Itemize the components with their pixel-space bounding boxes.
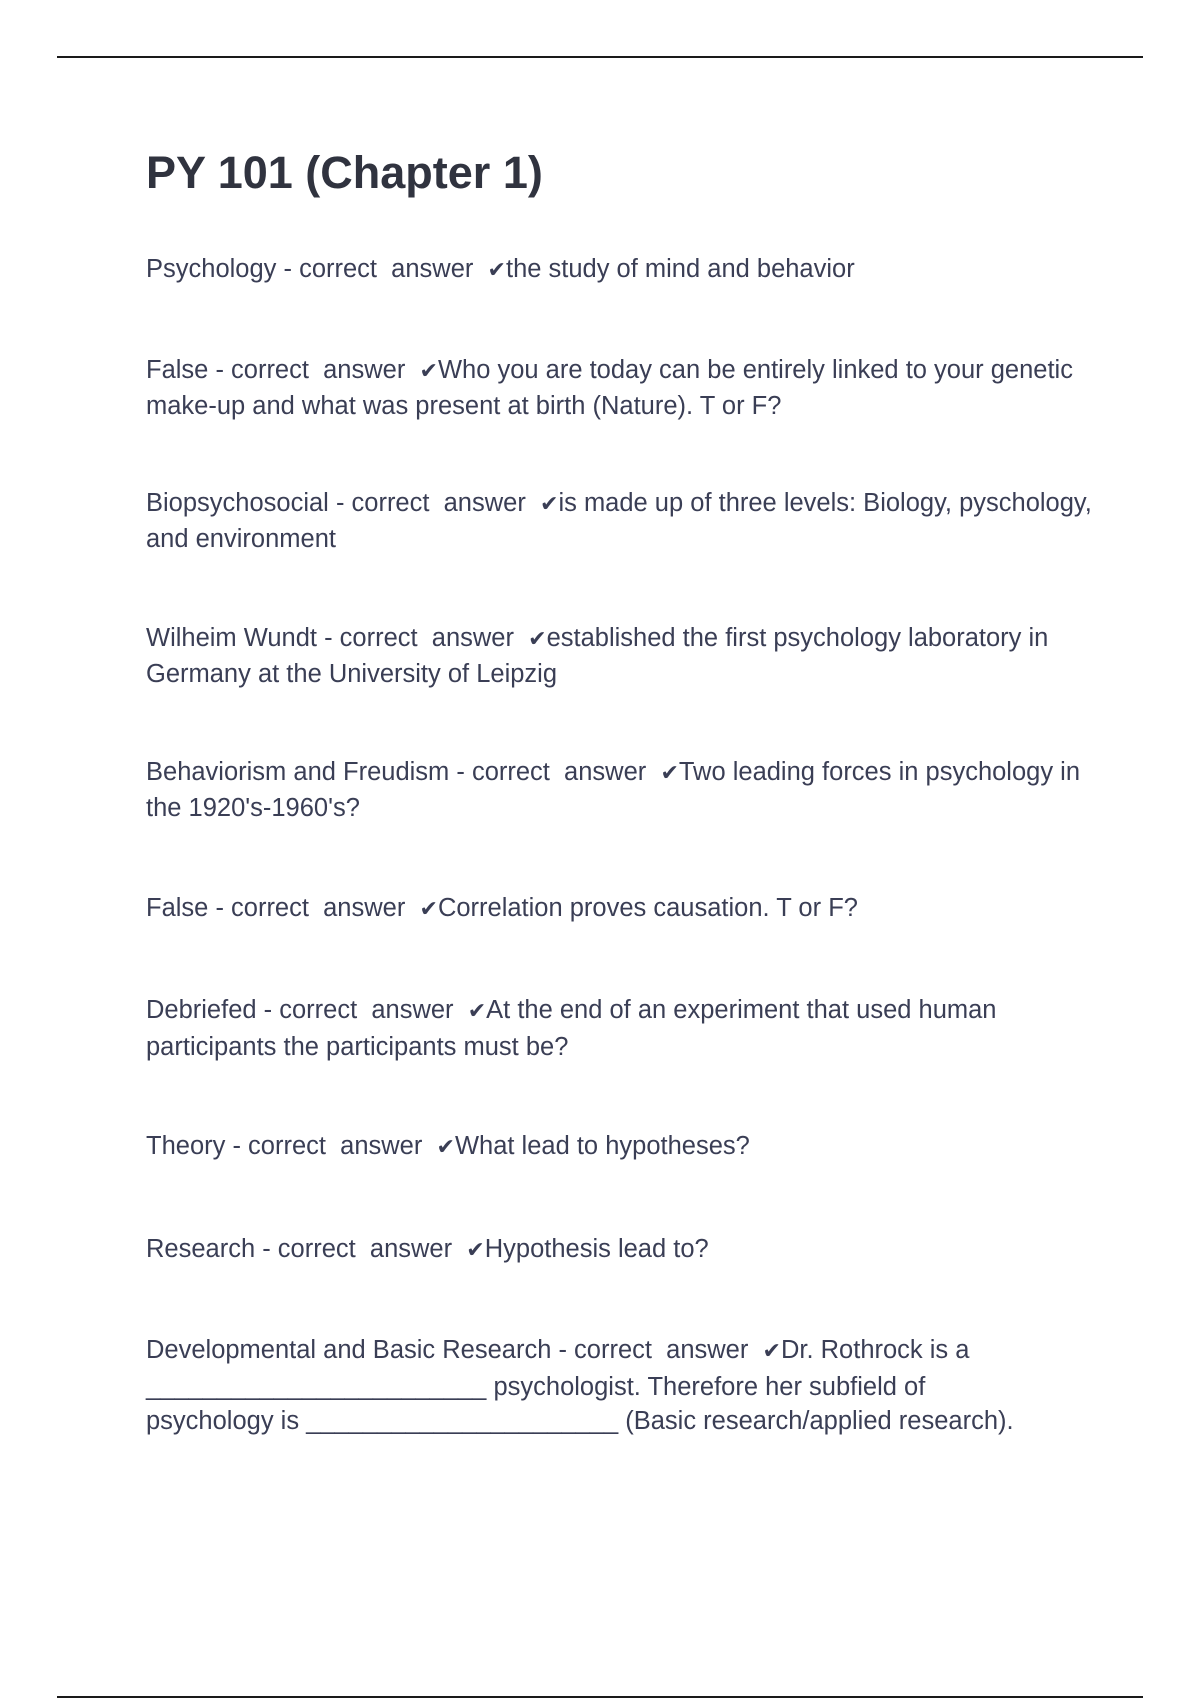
flashcard-item: [146, 1333, 1046, 1439]
answer-text: Hypothesis lead to?: [484, 1234, 709, 1263]
answer-text: Correlation proves causation. T or F?: [437, 893, 858, 922]
top-rule: [57, 56, 1143, 58]
answer-text: Dr. Rothrock is a ________________________ psychologist. Therefore her subfield of psychology is ______________________ (Basic research/applied research).: [146, 1336, 1014, 1435]
answer-text: Who you are today can be entirely linked to your genetic make-up and what was present at birth (Nature). T or F?: [146, 355, 1081, 420]
answer-text: established the first psychology laboratory in Germany at the University of Leipzig: [146, 623, 1056, 688]
check-icon: ✔: [660, 760, 679, 786]
term-text: Research: [146, 1234, 256, 1263]
flashcard-list: [146, 252, 1099, 1439]
correct-answer-label: - correct answer: [276, 255, 488, 283]
answer-text: At the end of an experiment that used human participants the participants must be?: [146, 996, 1004, 1061]
correct-answer-label: - correct answer: [255, 1234, 467, 1263]
correct-answer-label: - correct answer: [551, 1336, 763, 1364]
flashcard-item: [146, 755, 1096, 826]
term-text: False: [146, 893, 209, 922]
check-icon: ✔: [540, 491, 559, 517]
term-text: Developmental and Basic Research: [146, 1336, 552, 1364]
check-icon: ✔: [436, 1135, 455, 1160]
flashcard-item: [146, 252, 1096, 289]
check-icon: ✔: [419, 896, 438, 922]
check-icon: ✔: [467, 999, 487, 1024]
term-text: Theory: [146, 1132, 226, 1160]
check-icon: ✔: [466, 1237, 485, 1263]
check-icon: ✔: [487, 258, 506, 283]
check-icon: ✔: [528, 626, 547, 652]
correct-answer-label: - correct answer: [317, 623, 529, 652]
correct-answer-label: - correct answer: [208, 893, 420, 922]
correct-answer-label: - correct answer: [256, 996, 468, 1024]
bottom-rule: [57, 1696, 1143, 1698]
flashcard-item: [146, 486, 1099, 557]
term-text: Psychology: [146, 255, 277, 283]
flashcard-item: [146, 1129, 1096, 1166]
term-text: False: [146, 355, 209, 384]
page-title: PY 101 (Chapter 1): [146, 147, 543, 198]
check-icon: ✔: [762, 1339, 781, 1364]
flashcard-item: [146, 993, 1096, 1064]
term-text: Behaviorism and Freudism: [146, 757, 450, 786]
flashcard-item: [146, 353, 1096, 424]
flashcard-item: [146, 891, 1096, 928]
correct-answer-label: - correct answer: [208, 355, 420, 384]
correct-answer-label: - correct answer: [328, 488, 540, 517]
term-text: Wilheim Wundt: [146, 623, 317, 652]
term-text: Biopsychosocial: [146, 488, 329, 517]
answer-text: What lead to hypotheses?: [454, 1132, 750, 1160]
flashcard-item: [146, 621, 1096, 692]
correct-answer-label: - correct answer: [449, 757, 661, 786]
answer-text: is made up of three levels: Biology, pyschology, and environment: [146, 488, 1099, 553]
term-text: Debriefed: [146, 996, 257, 1024]
answer-text: the study of mind and behavior: [505, 255, 855, 283]
check-icon: ✔: [419, 358, 438, 384]
correct-answer-label: - correct answer: [225, 1132, 437, 1160]
flashcard-item: [146, 1232, 1096, 1269]
answer-text: Two leading forces in psychology in the 1920's-1960's?: [146, 757, 1088, 822]
